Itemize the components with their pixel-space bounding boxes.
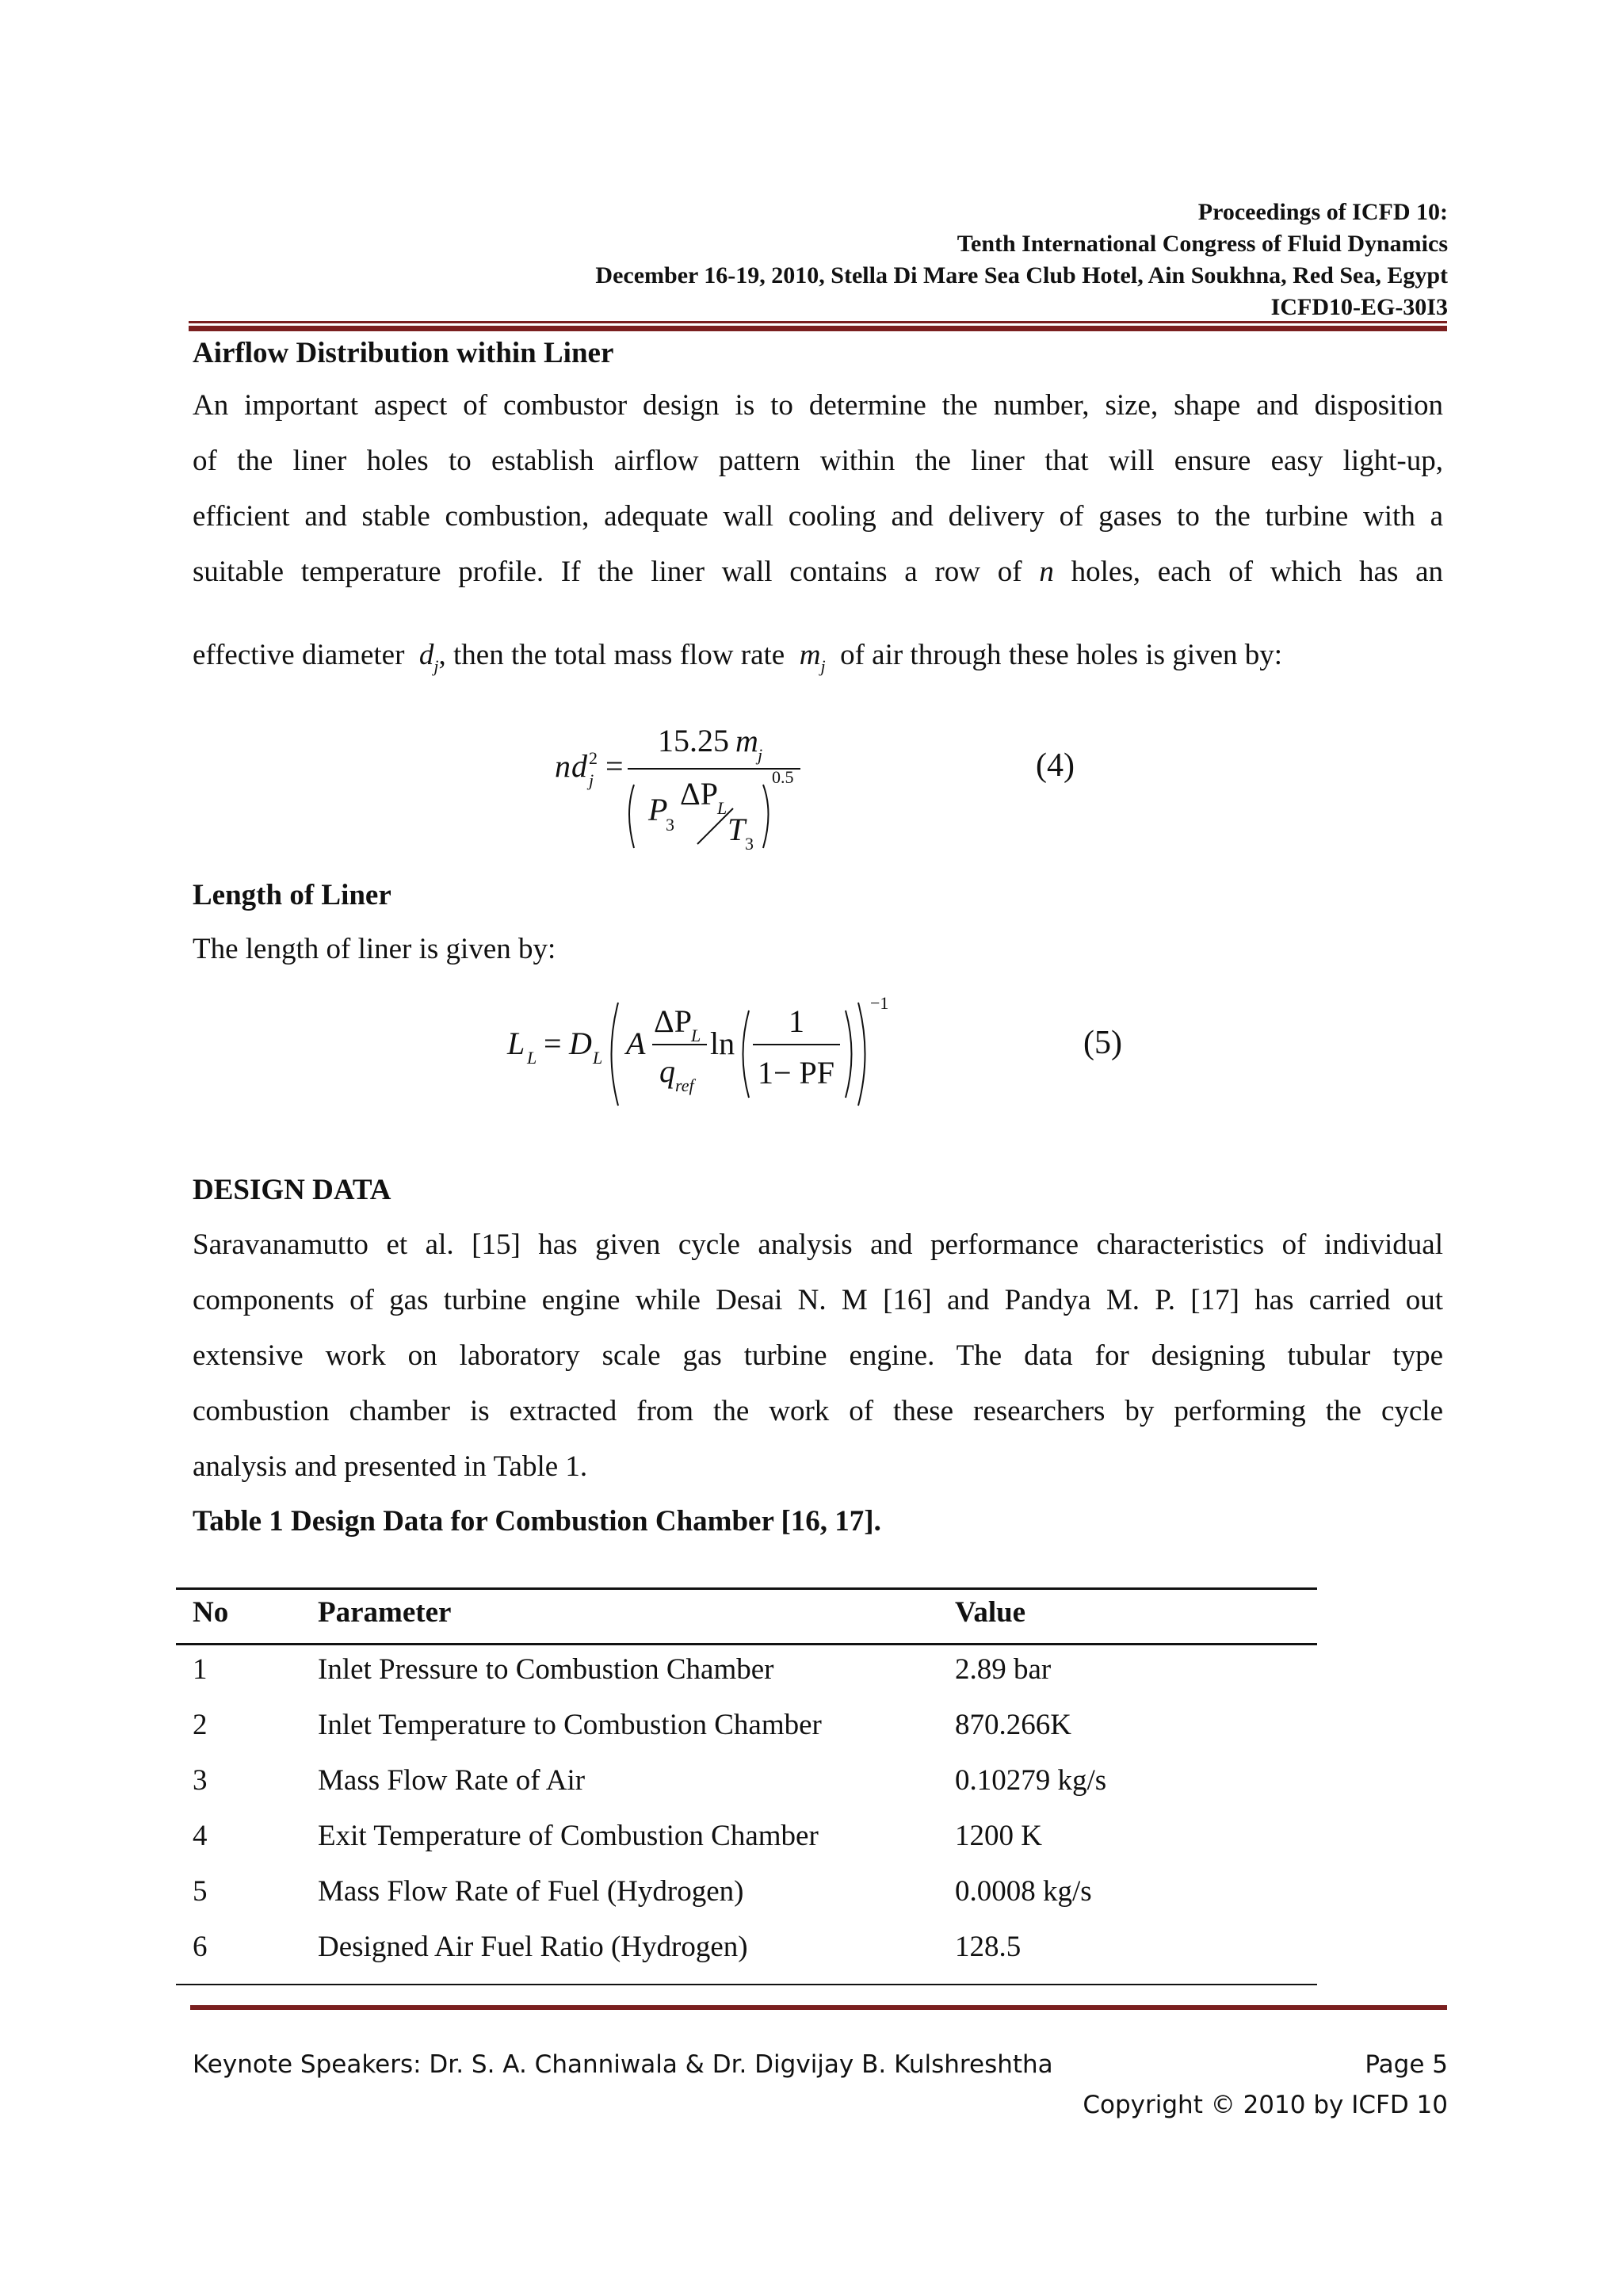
section-heading-design-data: DESIGN DATA — [193, 1174, 391, 1206]
paragraph-line: components of gas turbine engine while Desai N. M [16] and Pandya M. P. [17] has carried out — [193, 1284, 1443, 1316]
eq4-sup: 2 — [589, 748, 598, 768]
running-header — [595, 197, 1448, 323]
table-cell-value: 0.10279 kg/s — [955, 1764, 1107, 1797]
header-line-congress: Tenth International Congress of Fluid Dynamics — [957, 231, 1448, 257]
eq5-D-sub: L — [593, 1048, 603, 1068]
eq5-L-sub: L — [527, 1048, 537, 1068]
eq5-inner-num: 1 — [789, 1003, 804, 1039]
footer-rule — [190, 2005, 1447, 2010]
eq5-exp: −1 — [870, 993, 889, 1013]
table-cell-parameter: Designed Air Fuel Ratio (Hydrogen) — [318, 1931, 748, 1963]
eq4-m: m — [735, 723, 758, 758]
equation-5 — [491, 987, 903, 1114]
table-header-rule — [176, 1643, 1317, 1645]
equation-4-number: (4) — [1036, 747, 1075, 784]
eq5-A: A — [626, 1026, 646, 1061]
eq4-T: T — [727, 812, 746, 847]
eq5-q: q — [659, 1053, 675, 1089]
paragraph-line: suitable temperature profile. If the liner wall contains a row of n holes, each of which has an — [193, 556, 1444, 588]
paragraph-line: combustion chamber is extracted from the work of these researchers by performing the cycle — [193, 1395, 1443, 1427]
paragraph-line: analysis and presented in Table 1. — [193, 1450, 588, 1483]
eq4-equals: = — [605, 748, 624, 784]
footer-speakers: Keynote Speakers: Dr. S. A. Channiwala & Dr. Digvijay B. Kulshreshtha — [193, 2050, 1053, 2079]
eq4-d: d — [571, 748, 587, 784]
table-cell-parameter: Mass Flow Rate of Fuel (Hydrogen) — [318, 1875, 744, 1908]
section-heading-airflow: Airflow Distribution within Liner — [193, 337, 614, 369]
header-line-proceedings: Proceedings of ICFD 10: — [1197, 199, 1448, 225]
table-cell-parameter: Inlet Pressure to Combustion Chamber — [318, 1653, 774, 1686]
table-cell-value: 128.5 — [955, 1931, 1022, 1963]
eq5-ln: ln — [710, 1026, 735, 1061]
footer-page-number: Page 5 — [1365, 2050, 1448, 2079]
table-cell-parameter: Exit Temperature of Combustion Chamber — [318, 1820, 819, 1852]
table-cell-parameter: Inlet Temperature to Combustion Chamber — [318, 1709, 822, 1741]
header-rule-thick — [189, 326, 1447, 331]
eq4-P-sub: 3 — [666, 815, 674, 835]
paragraph-line: efficient and stable combustion, adequate wall cooling and delivery of gases to the turbine with a — [193, 500, 1443, 533]
table-cell-no: 1 — [193, 1653, 208, 1686]
header-line-paper-id: ICFD10-EG-30I3 — [1270, 294, 1448, 320]
table-top-rule — [176, 1587, 1317, 1590]
table-header-no: No — [193, 1596, 229, 1629]
eq4-m-sub: j — [758, 745, 763, 765]
table-header-value: Value — [955, 1596, 1026, 1629]
table-cell-no: 6 — [193, 1931, 208, 1963]
eq4-coef: 15.25 — [658, 723, 729, 758]
table-cell-no: 3 — [193, 1764, 208, 1797]
paragraph-airflow-last-line: effective diameter $d_j$, then the total mass flow rate $m_j$ of air through these holes is given by: — [193, 639, 1283, 676]
table-cell-parameter: Mass Flow Rate of Air — [318, 1764, 586, 1797]
equation-5-number: (5) — [1083, 1025, 1122, 1061]
eq5-equals: = — [544, 1026, 562, 1061]
paragraph-line: An important aspect of combustor design is to determine the number, size, shape and disposition — [193, 389, 1443, 422]
table-cell-value: 870.266K — [955, 1709, 1071, 1741]
table-caption: Table 1 Design Data for Combustion Chamber [16, 17]. — [193, 1505, 881, 1538]
table-cell-no: 4 — [193, 1820, 208, 1852]
equation-4 — [539, 697, 824, 864]
paragraph-airflow — [193, 378, 1443, 600]
eq5-dP: ΔP — [654, 1003, 692, 1039]
eq5-D: D — [569, 1026, 592, 1061]
eq4-P: P — [648, 792, 668, 827]
eq5-L: L — [507, 1026, 525, 1061]
eq4-n: n — [555, 748, 571, 784]
paragraph-line: extensive work on laboratory scale gas turbine engine. The data for designing tubular type — [193, 1339, 1443, 1372]
paragraph-line: of the liner holes to establish airflow pattern within the liner that will ensure easy light-up, — [193, 445, 1443, 477]
paragraph-line: Saravanamutto et al. [15] has given cycle analysis and performance characteristics of individual — [193, 1228, 1443, 1261]
table-cell-no: 2 — [193, 1709, 208, 1741]
paragraph-length: The length of liner is given by: — [193, 933, 556, 965]
table-cell-no: 5 — [193, 1875, 208, 1908]
table-header-parameter: Parameter — [318, 1596, 452, 1629]
var-n: n — [1039, 556, 1054, 588]
eq4-dP: ΔP — [680, 776, 718, 812]
table-cell-value: 2.89 bar — [955, 1653, 1052, 1686]
eq5-dP-sub: L — [691, 1026, 701, 1045]
table-bottom-rule — [176, 1984, 1317, 1985]
eq4-dP-sub: L — [717, 798, 727, 818]
table-cell-value: 1200 K — [955, 1820, 1042, 1852]
header-line-venue: December 16-19, 2010, Stella Di Mare Sea Club Hotel, Ain Soukhna, Red Sea, Egypt — [595, 262, 1448, 288]
table-cell-value: 0.0008 kg/s — [955, 1875, 1092, 1908]
eq5-q-sub: ref — [675, 1075, 694, 1095]
eq4-exp: 0.5 — [772, 767, 794, 787]
eq5-inner-den: 1− PF — [758, 1055, 835, 1091]
eq4-T-sub: 3 — [745, 834, 754, 854]
footer-copyright: Copyright © 2010 by ICFD 10 — [1083, 2091, 1448, 2119]
section-heading-length: Length of Liner — [193, 879, 391, 911]
header-rule-thin — [189, 321, 1447, 323]
paragraph-design-data — [193, 1217, 1443, 1495]
eq4-sub: j — [589, 770, 594, 790]
